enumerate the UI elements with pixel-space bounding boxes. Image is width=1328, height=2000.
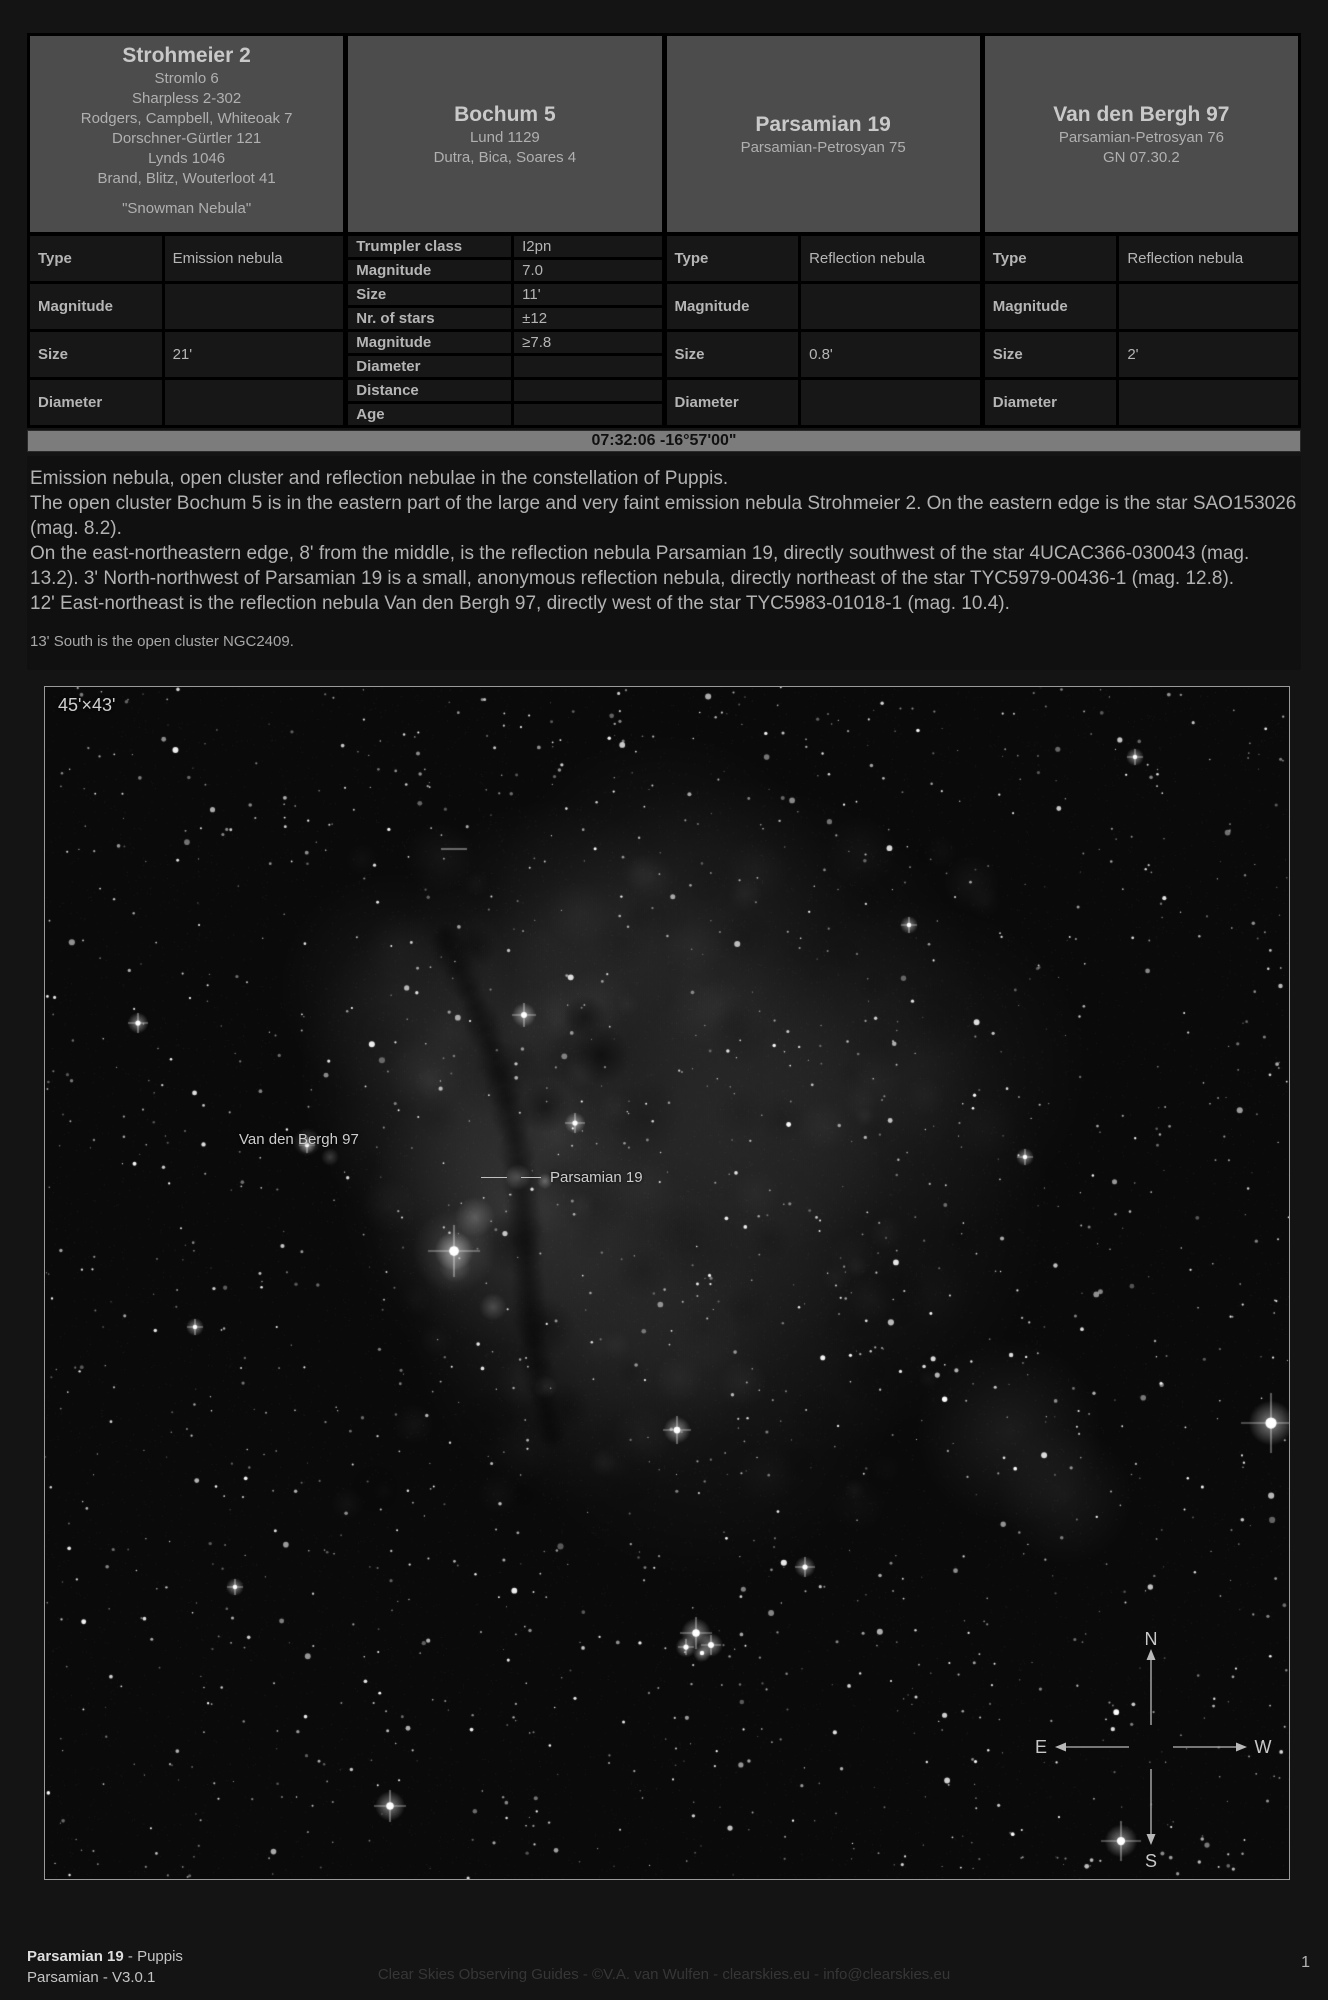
vdb97-label: Van den Bergh 97 <box>239 1131 359 1148</box>
table-row <box>985 236 1298 281</box>
row-label: Size <box>30 332 162 377</box>
row-label: Magnitude <box>348 332 511 353</box>
object-column <box>985 36 1298 425</box>
object-alias: Dutra, Bica, Soares 4 <box>433 148 577 166</box>
object-alias: Dorschner-Gürtler 121 <box>112 130 262 147</box>
object-header <box>30 36 343 232</box>
footer-constellation: - Puppis <box>123 1948 183 1965</box>
row-label: Type <box>30 236 162 281</box>
footer-object-name: Parsamian 19 <box>27 1948 124 1965</box>
row-value <box>514 356 661 377</box>
row-value <box>165 284 344 329</box>
object-title: Parsamian 19 <box>755 112 891 136</box>
table-row <box>348 332 661 353</box>
table-row <box>30 236 343 281</box>
footer-credit: Clear Skies Observing Guides - ©V.A. van Wulfen - clearskies.eu - info@clearskies.eu <box>377 1966 951 1983</box>
row-value: I2pn <box>514 236 661 257</box>
object-info-table <box>985 236 1298 425</box>
compass-w-label: W <box>1254 1737 1272 1757</box>
row-label: Magnitude <box>667 284 799 329</box>
row-label: Size <box>667 332 799 377</box>
object-column <box>667 36 980 425</box>
row-label: Type <box>985 236 1117 281</box>
row-value <box>514 404 661 425</box>
compass-n-label: N <box>1144 1629 1158 1649</box>
table-row <box>348 356 661 377</box>
content-area <box>27 33 1301 1880</box>
row-label: Diameter <box>30 380 162 425</box>
object-column <box>30 36 343 425</box>
table-row <box>667 284 980 329</box>
object-title: Van den Bergh 97 <box>1053 102 1230 126</box>
row-label: Magnitude <box>30 284 162 329</box>
row-value: 7.0 <box>514 260 661 281</box>
coordinates-text: 07:32:06 -16°57'00" <box>591 432 737 449</box>
description-note: 13' South is the open cluster NGC2409. <box>30 633 294 650</box>
row-value: 21' <box>165 332 344 377</box>
row-label: Magnitude <box>985 284 1117 329</box>
table-row <box>30 380 343 425</box>
row-value <box>1119 380 1298 425</box>
footer-line1 <box>27 1946 183 1967</box>
object-header <box>667 36 980 232</box>
object-alias: Parsamian-Petrosyan 75 <box>740 138 906 156</box>
table-row <box>348 380 661 401</box>
object-header <box>348 36 661 232</box>
object-info-table <box>348 236 661 425</box>
parsamian19-label: Parsamian 19 <box>550 1169 643 1186</box>
finder-image <box>44 686 1290 1880</box>
row-value <box>1119 284 1298 329</box>
row-value: 2' <box>1119 332 1298 377</box>
table-row <box>985 332 1298 377</box>
object-title: Bochum 5 <box>454 102 556 126</box>
table-row <box>348 308 661 329</box>
table-row <box>667 332 980 377</box>
object-column <box>348 36 661 425</box>
row-value <box>801 380 980 425</box>
table-row <box>348 284 661 305</box>
row-value: Emission nebula <box>165 236 344 281</box>
object-alias: GN 07.30.2 <box>1103 148 1180 166</box>
row-label: Magnitude <box>348 260 511 281</box>
description-paragraph: Emission nebula, open cluster and reflection nebulae in the constellation of Puppis. <box>30 468 729 489</box>
object-alias: Lund 1129 <box>469 128 540 146</box>
table-row <box>985 380 1298 425</box>
object-alias: Parsamian-Petrosyan 76 <box>1058 128 1224 146</box>
description-paragraph: On the east-northeastern edge, 8' from the middle, is the reflection nebula Parsamian 19, directly southwest of the star 4UCAC366-030043 (mag. 13.2). 3' North-northwest of Parsamian 19 is a small, anonymous reflection nebula, directly northeast of the star TYC5979-00436-1 (mag. 12.8). <box>30 543 1250 589</box>
coordinates-bar <box>27 430 1301 452</box>
description-paragraph: 12' East-northeast is the reflection nebula Van den Bergh 97, directly west of the star TYC5983-01018-1 (mag. 10.4). <box>30 593 1010 614</box>
row-value: 0.8' <box>801 332 980 377</box>
object-alias: Sharpless 2-302 <box>132 90 242 107</box>
row-label: Nr. of stars <box>348 308 511 329</box>
callout-dash <box>521 1177 541 1178</box>
compass-s-label: S <box>1144 1851 1158 1871</box>
object-info-table <box>667 236 980 425</box>
row-label: Distance <box>348 380 511 401</box>
row-label: Diameter <box>348 356 511 377</box>
callout-dash <box>481 1177 507 1178</box>
table-row <box>30 284 343 329</box>
row-value <box>801 284 980 329</box>
table-row <box>667 380 980 425</box>
table-row <box>667 236 980 281</box>
object-header <box>985 36 1298 232</box>
row-value <box>165 380 344 425</box>
field-size-label: 45'×43' <box>58 695 116 715</box>
page-number: 1 <box>1301 1954 1310 1971</box>
table-row <box>348 236 661 257</box>
row-label: Diameter <box>667 380 799 425</box>
description-paragraph: The open cluster Bochum 5 is in the eastern part of the large and very faint emission nebula Strohmeier 2. On the eastern edge is the star SAO153026 (mag. 8.2). <box>30 493 1297 539</box>
row-value: ±12 <box>514 308 661 329</box>
footer-version: Parsamian - V3.0.1 <box>27 1969 156 1986</box>
object-columns <box>27 33 1301 428</box>
table-row <box>985 284 1298 329</box>
object-nickname: "Snowman Nebula" <box>122 200 252 217</box>
object-info-table <box>30 236 343 425</box>
row-label: Size <box>985 332 1117 377</box>
object-alias: Stromlo 6 <box>154 70 219 87</box>
row-label: Diameter <box>985 380 1117 425</box>
row-label: Size <box>348 284 511 305</box>
row-value <box>514 380 661 401</box>
row-value: 11' <box>514 284 661 305</box>
parsamian19-callout <box>481 1169 643 1186</box>
table-row <box>30 332 343 377</box>
object-alias: Lynds 1046 <box>148 150 226 167</box>
object-alias: Rodgers, Campbell, Whiteoak 7 <box>80 110 293 127</box>
row-value: ≥7.8 <box>514 332 661 353</box>
object-title: Strohmeier 2 <box>122 44 251 67</box>
table-row <box>348 404 661 425</box>
object-alias: Brand, Blitz, Wouterloot 41 <box>97 170 276 187</box>
row-label: Trumpler class <box>348 236 511 257</box>
table-row <box>348 260 661 281</box>
row-label: Age <box>348 404 511 425</box>
row-label: Type <box>667 236 799 281</box>
row-value: Reflection nebula <box>801 236 980 281</box>
description-panel <box>27 456 1301 670</box>
compass-e-label: E <box>1034 1737 1048 1757</box>
row-value: Reflection nebula <box>1119 236 1298 281</box>
star-field-canvas <box>45 687 1289 1879</box>
